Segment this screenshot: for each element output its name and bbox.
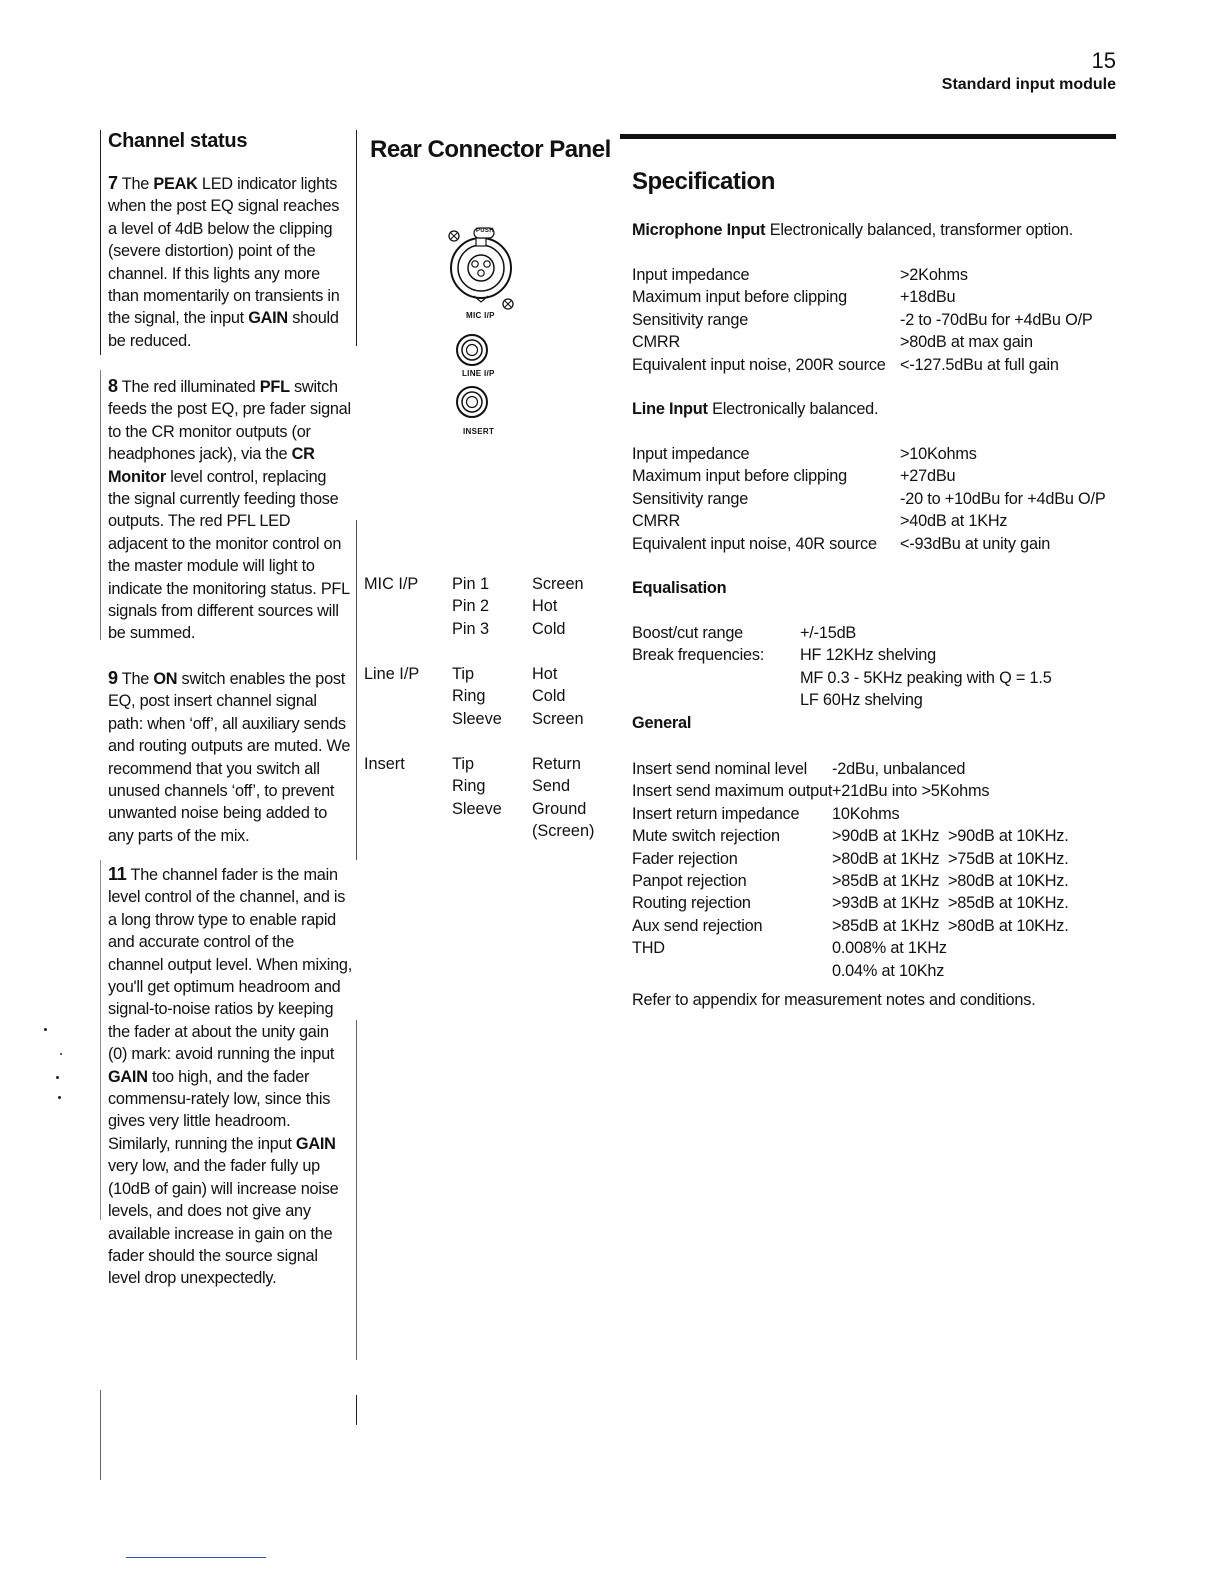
general-label: General: [632, 714, 692, 732]
item-text: The red illuminated: [121, 378, 260, 396]
spec-value: +27dBu: [900, 467, 956, 486]
spec-parameter: THD: [632, 939, 665, 958]
measurement-note: Refer to appendix for measurement notes and conditions.: [632, 991, 1036, 1009]
item-text: should be reduced.: [108, 309, 339, 350]
signal-label: (Screen): [532, 822, 595, 841]
spec-value: >80dB at max gain: [900, 333, 1033, 352]
spec-value: >75dB at 10KHz.: [948, 849, 1069, 868]
margin-mark: [56, 1076, 59, 1079]
spec-value: >85dB at 1KHz: [832, 916, 940, 935]
pin-label: Pin 3: [452, 619, 490, 638]
pin-label: Sleeve: [452, 799, 502, 818]
spec-value: >90dB at 1KHz: [832, 827, 940, 846]
spec-parameter: Input impedance: [632, 445, 750, 463]
spec-value: MF 0.3 - 5KHz peaking with Q = 1.5: [800, 668, 1052, 687]
item-text: switch enables the post EQ, post insert channel signal path: when ‘off’, all auxiliary sends and routing outputs are muted. We recommend that you switch all unused channels ‘off’, to prevent unwanted noise being added to any parts of the mix.: [108, 670, 351, 845]
connector-diagram: [436, 216, 526, 446]
connector-name: MIC I/P: [364, 575, 419, 593]
spec-value: +21dBu into >5Kohms: [832, 782, 990, 801]
signal-label: Hot: [532, 665, 558, 683]
spec-value: >85dB at 1KHz: [832, 871, 940, 890]
spec-parameter: Maximum input before clipping: [632, 467, 848, 486]
item-text: The: [121, 175, 154, 193]
spec-value: -2dBu, unbalanced: [832, 760, 966, 778]
insert-connector-label: INSERT: [463, 427, 495, 436]
pin-label: Sleeve: [452, 709, 502, 728]
spec-value: >40dB at 1KHz: [900, 512, 1008, 531]
signal-list: [532, 753, 622, 843]
signal-list: [532, 573, 622, 640]
item-number: 8: [108, 376, 118, 396]
item-number: 9: [108, 668, 118, 688]
margin-mark: [44, 1028, 47, 1031]
spec-parameter: Input impedance: [632, 266, 750, 284]
spec-parameter: CMRR: [632, 333, 681, 352]
insert-jack-icon: [457, 387, 487, 417]
equalisation-label: Equalisation: [632, 579, 727, 597]
control-name: CR Monitor: [108, 445, 315, 486]
mic-input-desc: Electronically balanced, transformer option.: [765, 221, 1074, 239]
spec-value: HF 12KHz shelving: [800, 646, 936, 665]
item-text: LED indicator lights when the post EQ signal reaches a level of 4dB below the clipping (severe distortion) point of the channel. If this lights any more than momentarily on transients in the signal, the input: [108, 175, 340, 328]
middle-column-rule: [356, 1020, 357, 1360]
spec-top-bar: [620, 134, 1116, 139]
spec-parameter: Break frequencies:: [632, 646, 765, 665]
spec-value: <-127.5dBu at full gain: [900, 355, 1059, 374]
pin-list: [452, 573, 522, 640]
item-text: switch feeds the post EQ, pre fader signal to the CR monitor outputs (or headphones jack), via the: [108, 378, 351, 464]
spec-parameter: Equivalent input noise, 40R source: [632, 534, 877, 553]
spec-value: >80dB at 10KHz.: [948, 871, 1069, 890]
equalisation-heading: [632, 577, 726, 599]
spec-value: <-93dBu at unity gain: [900, 534, 1051, 553]
spec-value: >90dB at 10KHz.: [948, 827, 1069, 846]
pin-label: Pin 2: [452, 597, 490, 616]
middle-column-rule: [356, 130, 357, 346]
item-text: very low, and the fader fully up (10dB of gain) will increase noise levels, and does not give any available increase in gain on the fader should the source signal level drop unexpectedly.: [108, 1157, 339, 1288]
spec-value: -20 to +10dBu for +4dBu O/P: [900, 489, 1106, 508]
line-jack-icon: [457, 335, 487, 365]
footer-line: [126, 1557, 266, 1558]
connector-name: Insert: [364, 755, 405, 773]
signal-label: Ground: [532, 799, 587, 818]
spec-parameter: CMRR: [632, 512, 681, 531]
pin-label: Pin 1: [452, 575, 490, 593]
spec-value: >2Kohms: [900, 266, 968, 284]
spec-value: >85dB at 10KHz.: [948, 894, 1069, 913]
control-name: PFL: [259, 378, 290, 396]
status-item-7: [108, 172, 352, 352]
signal-label: Screen: [532, 709, 584, 728]
line-input-desc: Electronically balanced.: [707, 400, 879, 418]
pin-label: Tip: [452, 755, 475, 773]
spec-value: -2 to -70dBu for +4dBu O/P: [900, 310, 1093, 329]
pin-list: [452, 753, 522, 843]
spec-parameter: Panpot rejection: [632, 871, 747, 890]
control-name: GAIN: [108, 1067, 148, 1086]
spec-parameter: Sensitivity range: [632, 489, 749, 508]
margin-mark: [60, 1053, 62, 1055]
mic-input-label: Microphone Input: [632, 221, 766, 239]
signal-label: Screen: [532, 575, 584, 593]
spec-value: >80dB at 1KHz: [832, 849, 940, 868]
spec-value: LF 60Hz shelving: [800, 691, 923, 710]
spec-parameter: Insert return impedance: [632, 804, 800, 823]
status-item-8: [108, 375, 352, 645]
left-column-rule: [100, 860, 101, 1220]
item-number: 11: [108, 864, 127, 884]
xlr-connector-icon: [449, 228, 513, 309]
signal-list: [532, 663, 622, 730]
page-number: 15: [1091, 48, 1116, 73]
mic-input-heading: [632, 219, 1073, 241]
middle-column-rule: [356, 1395, 357, 1425]
pin-label: [452, 820, 522, 842]
item-text: The channel fader is the main level control of the channel, and is a long throw type to enable rapid and accurate control of the channel output level. When mixing, you'll get optimum headroom and signal-to-noise ratios by keeping the fader at about the unity gain (0) mark: avoid running the input: [108, 866, 353, 1064]
item-text: too high, and the fader commensu-rately low, since this gives very little headroom. Similarly, running the input: [108, 1067, 331, 1153]
channel-status-heading: [108, 130, 352, 152]
general-heading: [632, 712, 691, 734]
margin-mark: [58, 1096, 61, 1099]
signal-label: Return: [532, 755, 581, 773]
connector-name: Line I/P: [364, 665, 420, 683]
channel-status-title: Channel status: [108, 130, 248, 152]
control-name: PEAK: [153, 175, 198, 193]
left-column-rule: [100, 370, 101, 640]
spec-parameter: Fader rejection: [632, 849, 738, 868]
spec-parameter: Maximum input before clipping: [632, 288, 848, 307]
signal-label: Send: [532, 777, 571, 796]
spec-value: 0.04% at 10Khz: [832, 961, 945, 980]
pin-label: Tip: [452, 665, 475, 683]
spec-value: +18dBu: [900, 288, 956, 307]
spec-value: >10Kohms: [900, 445, 977, 463]
push-label: PUSH: [476, 228, 494, 234]
spec-parameter: Routing rejection: [632, 894, 751, 913]
mic-connector-label: MIC I/P: [466, 311, 495, 320]
line-input-label: Line Input: [632, 400, 708, 418]
spec-value: +/-15dB: [800, 624, 857, 642]
rear-panel-title: Rear Connector Panel: [370, 136, 611, 163]
spec-title: Specification: [632, 168, 775, 195]
spec-value: >80dB at 10KHz.: [948, 916, 1069, 935]
signal-label: Cold: [532, 619, 566, 638]
spec-parameter: Insert send nominal level: [632, 760, 808, 778]
pin-label: Ring: [452, 687, 486, 706]
control-name: GAIN: [248, 309, 288, 328]
status-item-11: [108, 863, 352, 1290]
spec-parameter: Aux send rejection: [632, 916, 763, 935]
middle-column-rule: [356, 520, 357, 860]
pin-label: Ring: [452, 777, 486, 796]
spec-value: 10Kohms: [832, 804, 900, 823]
spec-value: 0.008% at 1KHz: [832, 939, 947, 958]
item-text: level control, replacing the signal currently feeding those outputs. The red PFL LED adjacent to the monitor control on the master module will light to indicate the monitoring status. PFL signals from different sources will be summed.: [108, 467, 350, 643]
control-name: GAIN: [295, 1134, 336, 1153]
pin-list: [452, 663, 522, 730]
line-input-heading: [632, 398, 878, 420]
left-column-rule: [100, 1390, 101, 1480]
section-title: Standard input module: [941, 76, 1116, 93]
item-text: The: [121, 670, 154, 688]
left-column-rule: [100, 130, 101, 355]
spec-parameter: Equivalent input noise, 200R source: [632, 355, 886, 374]
spec-value: >93dB at 1KHz: [832, 894, 940, 913]
line-connector-label: LINE I/P: [462, 369, 495, 378]
signal-label: Cold: [532, 687, 566, 706]
item-number: 7: [108, 173, 118, 193]
signal-label: Hot: [532, 597, 558, 616]
spec-parameter: Sensitivity range: [632, 310, 749, 329]
control-name: ON: [153, 670, 178, 688]
status-item-9: [108, 667, 352, 847]
spec-parameter: Mute switch rejection: [632, 827, 780, 846]
spec-parameter: Boost/cut range: [632, 624, 744, 642]
spec-parameter: Insert send maximum output: [632, 782, 833, 801]
